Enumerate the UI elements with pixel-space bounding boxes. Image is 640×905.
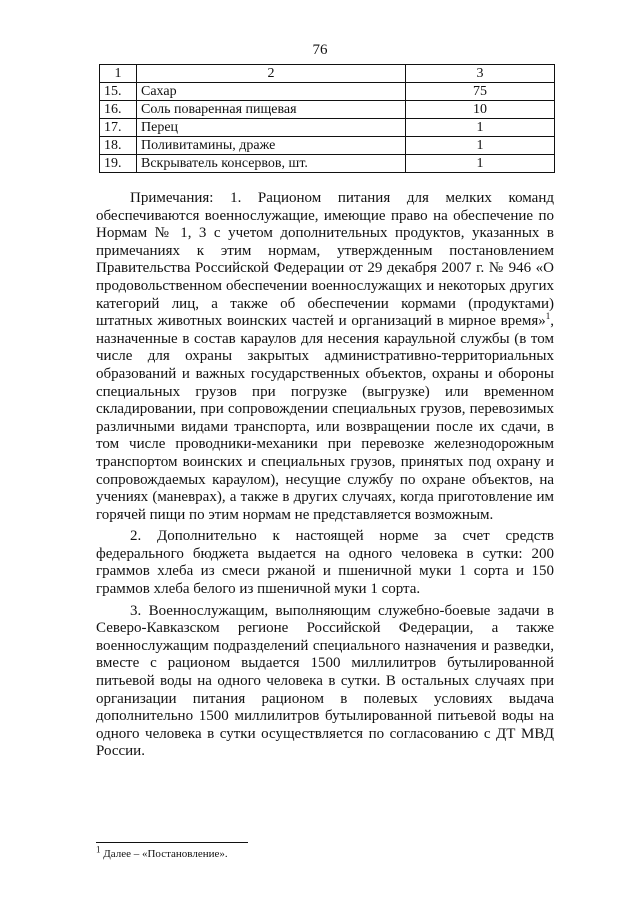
row-product-name: Поливитамины, драже	[137, 137, 406, 155]
ration-norm-table	[99, 64, 555, 173]
row-quantity: 75	[406, 83, 555, 101]
row-product-name: Вскрыватель консервов, шт.	[137, 155, 406, 173]
table-row	[100, 137, 555, 155]
table-row	[100, 119, 555, 137]
row-quantity: 1	[406, 137, 555, 155]
row-number: 16.	[100, 101, 137, 119]
header-cell: 2	[137, 65, 406, 83]
table-row	[100, 101, 555, 119]
row-number: 19.	[100, 155, 137, 173]
note-1-text: Примечания: 1. Рационом питания для мелких команд обеспечиваются военнослужащие, имеющие право на обеспечение по Нормам № 1, 3 с учетом дополнительных продуктов, указанных в примечаниях к этим нормам, утвержденным постановлением Правительства Российской Федерации от 29 декабря 2007 г. № 946 «О продовольственном обеспечении военнослужащих и некоторых других категорий лиц, а также об обеспечении кормами (продуктами) штатных животных воинских частей и организаций в мирное время»	[96, 190, 554, 330]
row-quantity: 1	[406, 119, 555, 137]
table-row	[100, 155, 555, 173]
row-number: 17.	[100, 119, 137, 137]
notes-section	[96, 190, 554, 761]
table-row	[100, 83, 555, 101]
footnote-reference: 1	[545, 311, 551, 322]
footnote-divider	[96, 842, 248, 843]
row-quantity: 10	[406, 101, 555, 119]
header-cell: 1	[100, 65, 137, 83]
header-cell: 3	[406, 65, 555, 83]
page-number: 76	[312, 42, 328, 58]
footnote	[96, 844, 228, 860]
table-header-row	[100, 65, 555, 83]
note-paragraph-3: 3. Военнослужащим, выполняющим служебно-боевые задачи в Северо-Кавказском регионе Российской Федерации, а также военнослужащим подразделений специального назначения и разведки, вместе с рационом выдается 1500 миллилитров бутылированной питьевой воды на одного человека в сутки. В остальных случаях при организации питания рационом в полевых условиях выдача дополнительно 1500 миллилитров бутылированной питьевой воды на одного человека в сутки осуществляется по согласованию с ДТ МВД России.	[96, 602, 554, 760]
row-quantity: 1	[406, 155, 555, 173]
row-product-name: Сахар	[137, 83, 406, 101]
note-paragraph-2: 2. Дополнительно к настоящей норме за счет средств федерального бюджета выдается на одного человека в сутки: 200 граммов хлеба из смеси ржаной и пшеничной муки 1 сорта и 150 граммов хлеба белого из пшеничной муки 1 сорта.	[96, 528, 554, 598]
footnote-text: Далее – «Постановление».	[100, 848, 228, 860]
row-product-name: Соль поваренная пищевая	[137, 101, 406, 119]
note-1-continuation: , назначенные в состав караулов для несения караульной службы (в том числе для охраны закрытых административно-территориальных образований и важных государственных объектов, охраны и обороны специальных грузов при погрузке (выгрузке) или временном складировании, при сопровождении специальных грузов, перевозимых различными видами транспорта, или возвращении после их сдачи, в том числе проводники-механики при перевозке железнодорожным транспортом воинских и специальных грузов, принятых под охрану и сопровождаемых караулом), несущие службу по охране объектов, на учениях (маневрах), а также в других случаях, когда приготовление им горячей пищи по этим нормам не представляется возможным.	[96, 313, 554, 523]
row-number: 15.	[100, 83, 137, 101]
note-paragraph-1	[96, 190, 554, 524]
footnote-mark: 1	[96, 844, 101, 855]
row-product-name: Перец	[137, 119, 406, 137]
row-number: 18.	[100, 137, 137, 155]
